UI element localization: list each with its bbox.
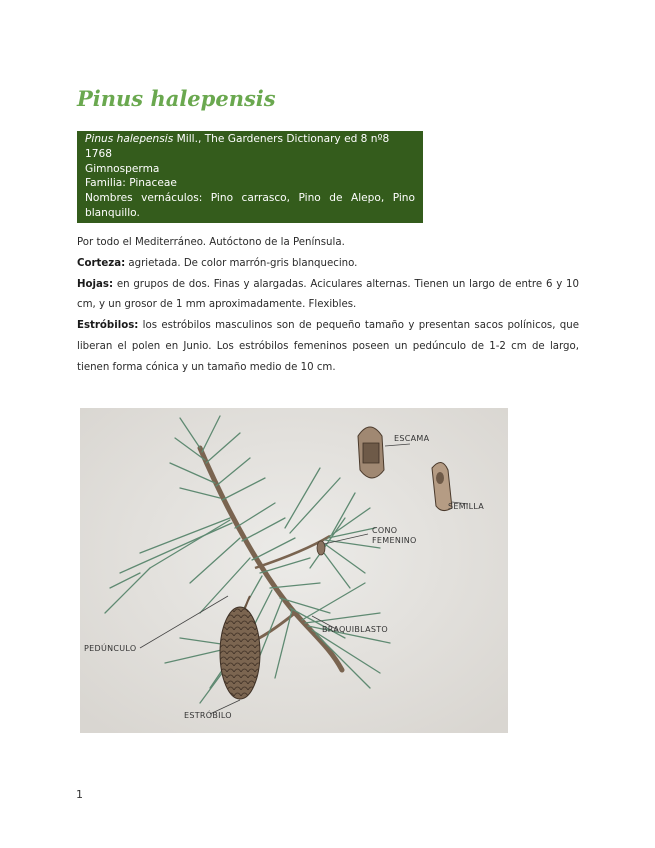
paper-background xyxy=(80,408,508,733)
bark-label: Corteza: xyxy=(77,257,126,269)
division-line: Gimnosperma xyxy=(85,162,160,175)
label-semilla: SEMILLA xyxy=(448,502,485,511)
label-estrobilo: ESTRÓBILO xyxy=(184,711,232,720)
bark-paragraph xyxy=(77,254,579,275)
leaves-text: en grupos de dos. Finas y alargadas. Aciculares alternas. Tienen un largo de entre 6 y 10 cm, y un grosor de 1 mm aproximadamente. Flexibles. xyxy=(77,278,579,311)
species-authority: Mill., The Gardeners Dictionary ed 8 nº8 1768 xyxy=(85,133,390,160)
label-cono: CONO xyxy=(372,526,398,535)
page-number: 1 xyxy=(76,788,83,801)
distribution-text: Por todo el Mediterráneo. Autóctono de la Península. xyxy=(77,237,345,248)
page-title: Pinus halepensis xyxy=(77,86,276,111)
pine-illustration xyxy=(80,408,508,733)
common-names-line: Nombres vernáculos: Pino carrasco, Pino de Alepo, Pino blanquillo. xyxy=(85,192,415,219)
label-pedunculo: PEDÚNCULO xyxy=(84,644,137,653)
leaves-label: Hojas: xyxy=(77,278,114,290)
label-femenino: FEMENINO xyxy=(372,536,417,545)
bark-text: agrietada. De color marrón-gris blanquecino. xyxy=(125,257,358,269)
cones-paragraph xyxy=(77,316,579,378)
family-line: Familia: Pinaceae xyxy=(85,177,177,190)
species-citation xyxy=(85,132,415,162)
leaves-paragraph xyxy=(77,275,579,317)
small-cone xyxy=(317,541,325,555)
cones-label: Estróbilos: xyxy=(77,320,139,332)
scale-drawing xyxy=(358,427,384,478)
label-escama: ESCAMA xyxy=(394,434,430,443)
species-name: Pinus halepensis xyxy=(85,133,174,145)
species-info-box xyxy=(77,131,423,223)
label-braquiblasto: BRAQUIBLASTO xyxy=(322,625,389,634)
cones-text: los estróbilos masculinos son de pequeño tamaño y presentan sacos polínicos, que liberan el polen en Junio. Los estróbilos femeninos poseen un pedúnculo de 1-2 cm de largo, tienen forma cónica y un tamaño medio de 10 cm. xyxy=(77,320,579,373)
description-body xyxy=(77,233,579,379)
